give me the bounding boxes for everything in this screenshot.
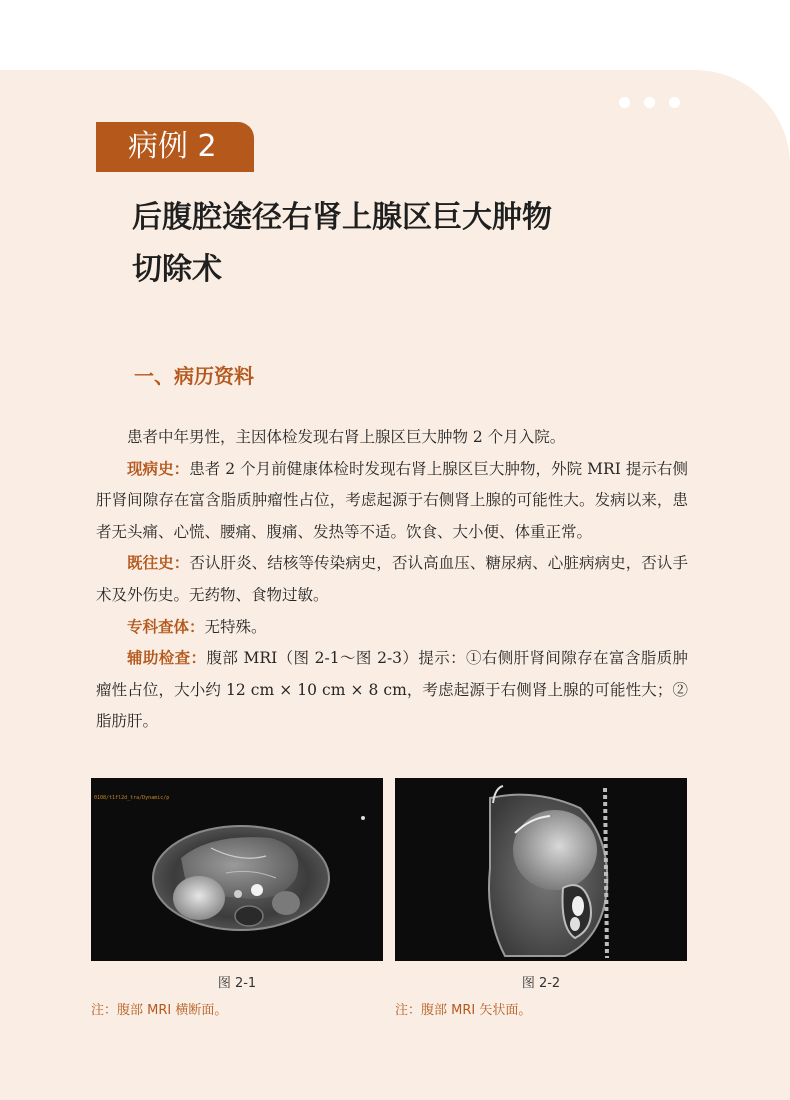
mri-axial-illustration [91, 778, 383, 961]
medical-record-text [96, 422, 688, 738]
past-history-text: 否认肝炎、结核等传染病史，否认高血压、糖尿病、心脏病病史，否认手术及外伤史。无药物、食物过敏。 [96, 554, 688, 604]
figure-note: 注：腹部 MRI 矢状面。 [395, 1003, 532, 1018]
special-exam-label: 专科查体： [127, 617, 205, 636]
present-history-text: 患者 2 个月前健康体检时发现右肾上腺区巨大肿物，外院 MRI 提示右侧肝肾间隙存在富含脂质肿瘤性占位，考虑起源于右侧肾上腺的可能性大。发病以来，患者无头痛、心慌、腰痛、腹痛、发热等不适。饮食、大小便、体重正常。 [96, 459, 688, 541]
mri-axial-image [91, 778, 383, 961]
mri-sagittal-image [395, 778, 687, 961]
past-history-label: 既往史： [127, 554, 190, 573]
mri-sagittal-illustration [395, 778, 687, 961]
present-history-label: 现病史： [127, 459, 190, 478]
title-line-1: 后腹腔途径右肾上腺区巨大肿物 [132, 200, 552, 235]
special-exam-paragraph [96, 612, 688, 644]
case-number-tab: 病例 2 [96, 122, 254, 172]
present-history-paragraph [96, 454, 688, 549]
dot-icon [644, 97, 655, 108]
intro-paragraph: 患者中年男性，主因体检发现右肾上腺区巨大肿物 2 个月入院。 [127, 428, 566, 446]
title-line-2: 切除术 [132, 252, 222, 287]
dot-icon [669, 97, 680, 108]
section-heading: 一、病历资料 [134, 364, 254, 388]
figure-caption: 图 2-1 [217, 976, 257, 991]
past-history-paragraph [96, 548, 688, 611]
decorative-dots [619, 97, 680, 108]
figure-caption: 图 2-2 [521, 976, 561, 991]
dot-icon [619, 97, 630, 108]
page-title [132, 192, 692, 296]
figure-note: 注：腹部 MRI 横断面。 [91, 1003, 228, 1018]
auxiliary-exam-label: 辅助检查： [127, 649, 207, 668]
auxiliary-exam-text: 腹部 MRI（图 2-1～图 2-3）提示：①右侧肝肾间隙存在富含脂质肿瘤性占位，大小约 12 cm × 10 cm × 8 cm，考虑起源于右侧肾上腺的可能性大；②脂肪肝。 [96, 649, 688, 731]
special-exam-text: 无特殊。 [204, 617, 267, 636]
auxiliary-exam-paragraph [96, 643, 688, 738]
mri-sequence-label: 0108/t1fl2d_tra/Dynamic/p [94, 795, 170, 801]
